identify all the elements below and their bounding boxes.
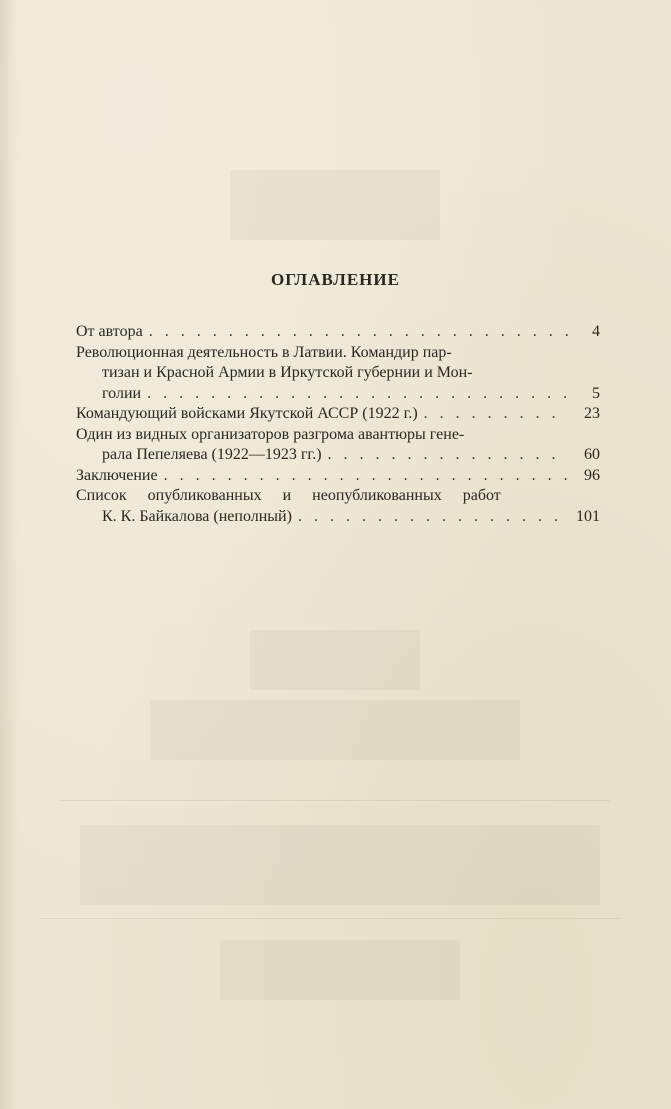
toc-entry-works-list-line2: [76, 507, 600, 528]
dot-leader: [328, 445, 568, 466]
toc-entry-conclusion: [76, 466, 600, 487]
dot-leader: [164, 466, 568, 487]
dot-leader: [149, 322, 568, 343]
toc-entry-text: Революционная деятельность в Латвии. Командир пар-: [76, 343, 452, 361]
show-through-block-middle: [250, 630, 420, 690]
toc-entry-text: тизан и Красной Армии в Иркутской губернии и Мон-: [102, 364, 473, 381]
toc-entry-works-list-line1: [76, 486, 600, 507]
toc-entry-text: К. К. Байкалова (неполный): [102, 507, 292, 525]
toc-page-number: 4: [592, 323, 600, 340]
toc-entry-text: От автора: [76, 323, 143, 340]
toc-entry-text: Список опубликованных и неопубликованных работ: [76, 487, 501, 504]
toc-entry-author: [76, 322, 600, 343]
table-of-contents: [76, 322, 600, 527]
toc-page-number: 60: [584, 446, 600, 463]
toc-entry-latvia-line3: [76, 384, 600, 405]
show-through-block-lower: [150, 700, 520, 760]
toc-page-number: 5: [592, 384, 600, 402]
dot-leader: [424, 404, 568, 425]
show-through-rule-2: [40, 918, 620, 919]
show-through-block-top: [230, 170, 440, 240]
show-through-block-bottom: [220, 940, 460, 1000]
toc-entry-latvia-line2: [76, 363, 600, 384]
dot-leader: [147, 384, 568, 405]
dot-leader: [298, 507, 568, 528]
page-left-edge-shadow: [0, 0, 18, 1109]
toc-entry-pepelyaev-line1: [76, 425, 600, 446]
toc-entry-yakutia: [76, 404, 600, 425]
toc-entry-text: Один из видных организаторов разгрома авантюры гене-: [76, 425, 465, 443]
page-title: ОГЛАВЛЕНИЕ: [271, 270, 400, 289]
toc-entry-latvia-line1: [76, 343, 600, 364]
toc-page-number: 23: [584, 405, 600, 422]
show-through-rule-1: [60, 800, 610, 801]
toc-page-number: 101: [576, 507, 600, 525]
show-through-block-imprint: [80, 825, 600, 905]
toc-entry-text: рала Пепеляева (1922—1923 гг.): [102, 446, 322, 463]
toc-entry-pepelyaev-line2: [76, 445, 600, 466]
toc-entry-text: Заключение: [76, 466, 158, 484]
toc-entry-text: Командующий войсками Якутской АССР (1922 г.): [76, 405, 418, 422]
toc-page-number: 96: [584, 466, 600, 484]
toc-entry-text: голии: [102, 384, 142, 402]
